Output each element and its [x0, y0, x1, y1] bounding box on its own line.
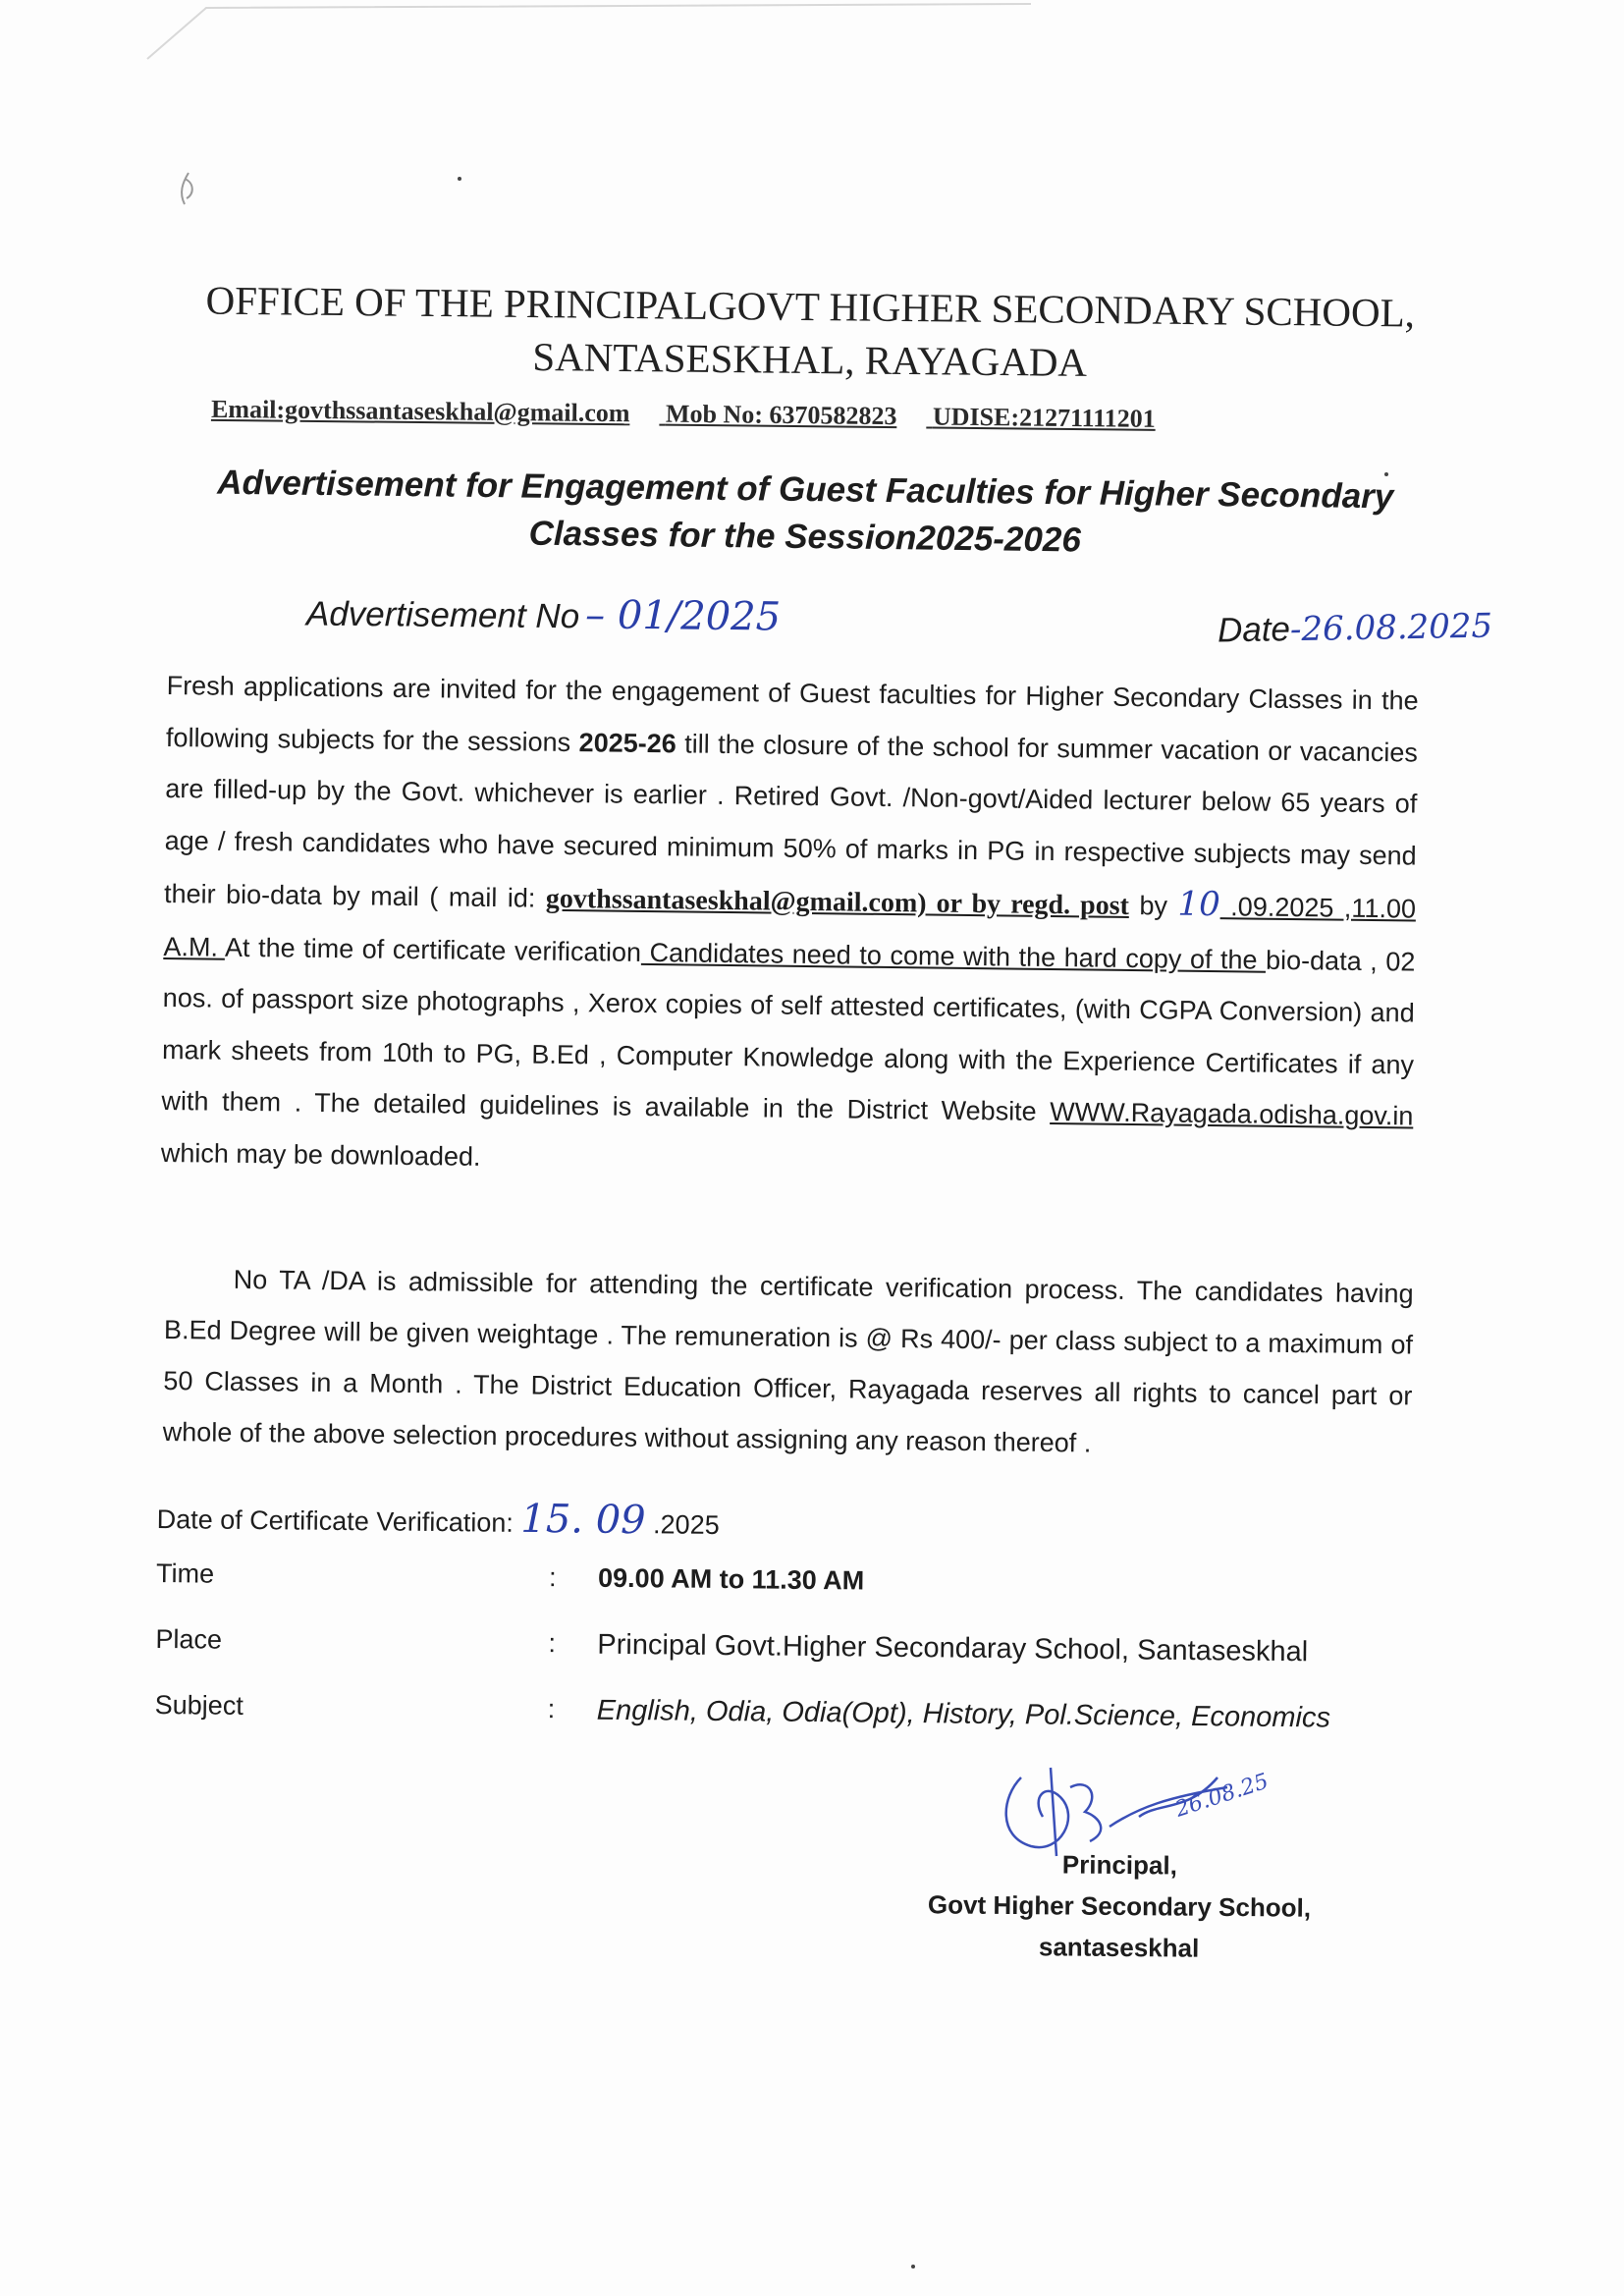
- email-text: Email:govthssantaseskhal@gmail.com: [210, 394, 630, 428]
- cv-date-label: Date of Certificate Verification:: [156, 1503, 514, 1538]
- p1-email-link[interactable]: govthssantaseskhal@gmail.com) or by regd. post: [545, 883, 1130, 921]
- advertisement-heading: [195, 459, 1414, 568]
- contact-line: [211, 395, 1370, 436]
- time-label: Time: [155, 1558, 215, 1589]
- advertisement-number-label: Advertisement No: [305, 594, 580, 636]
- cv-date-year: .2025: [652, 1509, 720, 1540]
- advertisement-number: [306, 589, 782, 639]
- advertisement-number-handwritten: – 01/2025: [584, 592, 782, 640]
- p1-by: by: [1128, 890, 1178, 921]
- date-handwritten: -26.08.2025: [1289, 606, 1493, 650]
- date-label: Date: [1217, 610, 1291, 650]
- p1-day-handwritten: 10: [1177, 884, 1221, 925]
- p1-text-c: At the time of certificate verification: [224, 932, 642, 967]
- scan-dot: [458, 177, 461, 181]
- school-name: Govt Higher Secondary School,: [927, 1889, 1312, 1923]
- body-paragraph-2: No TA /DA is admissible for attending the certificate verification process. The candidates having B.Ed Degree will be given weightage . The remuneration is @ Rs 400/- per class subject to a maximum of 50 Classes in a Month . The District Education Officer, Rayagada reserves all rights to cancel part or whole of the above selection procedures without assigning any reason thereof .: [162, 1264, 1414, 1458]
- p1-text-a: Fresh applications are invited for the engagement of Guest faculties for Higher Secondary Classes in the following subjects for the sessions: [165, 670, 1419, 757]
- subject-label: Subject: [154, 1689, 244, 1721]
- cv-date-handwritten: 15. 09: [520, 1496, 646, 1544]
- heading-line-2: Classes for the Session2025-2026: [528, 514, 1082, 560]
- signature-block: [863, 1842, 1375, 1971]
- p1-session: 2025-26: [578, 727, 677, 758]
- office-line-1: OFFICE OF THE PRINCIPALGOVT HIGHER SECONDARY SCHOOL,: [205, 277, 1416, 336]
- p1-text-e: which may be downloaded.: [160, 1137, 481, 1172]
- signature-date: 26.08.25: [1172, 1769, 1272, 1823]
- p1-hardcopy: Candidates need to come with the hard copy of the: [640, 937, 1267, 975]
- heading-line-1: Advertisement for Engagement of Guest Faculties for Higher Secondary: [217, 463, 1394, 517]
- principal-designation: Principal,: [1061, 1849, 1178, 1881]
- udise-text: UDISE:21271111201: [932, 402, 1156, 433]
- scan-dot: [911, 2265, 915, 2269]
- subject-colon: :: [547, 1694, 556, 1724]
- time-colon: :: [548, 1562, 557, 1593]
- place-value: Principal Govt.Higher Secondaray School, Santaseskhal: [597, 1628, 1309, 1668]
- advertisement-date: [1218, 607, 1493, 651]
- office-line-2: SANTASESKHAL, RAYAGADA: [532, 334, 1088, 385]
- scan-artifact-line: [147, 0, 1031, 59]
- p1-text-b: till the closure of the school for summer vacation or vacancies are filled-up by the Govt. whichever is earlier . Retired Govt. /Non-govt/Aided lecturer below 65 years of age / fresh candidates who have secured minimum 50% of marks in PG in respective subjects may send their bio-data by mail ( mail id:: [163, 728, 1419, 913]
- district-website-link[interactable]: WWW.Rayagada.odisha.gov.in: [1050, 1097, 1414, 1131]
- place-colon: :: [548, 1628, 557, 1659]
- office-header: [146, 273, 1473, 393]
- subject-value: English, Odia, Odia(Opt), History, Pol.Science, Economics: [596, 1694, 1331, 1734]
- place-label: Place: [155, 1623, 223, 1655]
- p1-deadline: .09.2025 ,11.00 A.M.: [163, 892, 1417, 962]
- verification-details: [154, 1493, 1434, 1770]
- mobile-text: Mob No: 6370582823: [665, 399, 897, 431]
- school-place: santaseskhal: [1038, 1932, 1200, 1963]
- time-value: 09.00 AM to 11.30 AM: [597, 1562, 865, 1596]
- body-paragraph-1: [161, 660, 1419, 1194]
- p1-text-d: bio-data , 02 nos. of passport size photographs , Xerox copies of self attested certificates, (with CGPA Conversion) and mark sheets from 10th to PG, B.Ed , Computer Knowledge along with the Experience Certificates if any with them . The detailed guidelines is available in the District Website: [161, 945, 1416, 1127]
- corner-scribble-icon: [175, 169, 204, 228]
